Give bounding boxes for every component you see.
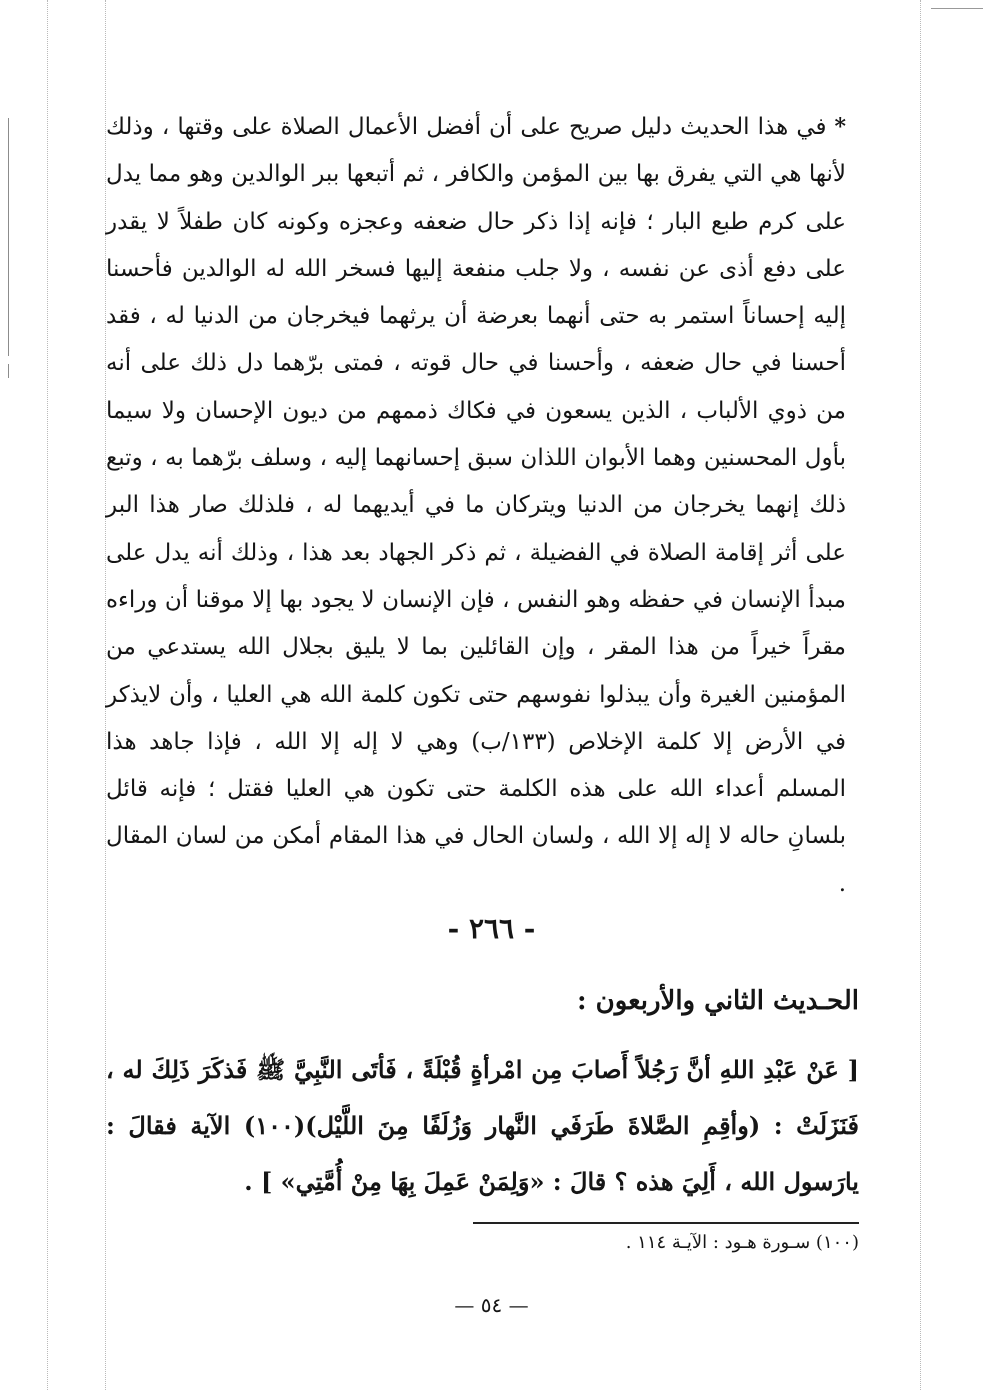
- scan-corner-mark: [931, 8, 983, 9]
- scan-margin-line: [920, 0, 921, 1390]
- hadith-heading: الحـديث الثاني والأربعون :: [576, 986, 859, 1016]
- footnote: (١٠٠) سـورة هـود : الآيـة ١١٤ .: [625, 1232, 859, 1253]
- commentary-text: في هذا الحديث دليل صريح على أن أفضل الأعمال الصلاة على وقتها ، وذلك لأنها هي التي يفرق بها بين المؤمن والكافر ، ثم أتبعها ببر الوالدين وهو مما يدل على كرم طبع البار ؛ فإنه إذا ذكر حال ضعفه وعجزه وكونه كان طفلاً لا يقدر على دفع أذى عن نفسه ، ولا جلب منفعة إليها فسخر الله له الوالدين فأحسنا إليه إحساناً استمر به حتى أنهما بعرضة أن يرثهما فيخرجان من الدنيا له ، فقد أحسنا في حال ضعفه ، وأحسنا في حال قوته ، فمتى برّهما دل ذلك على أنه من ذوي الألباب ، الذين يسعون في فكاك ذممهم من ديون الإحسان ولا سيما بأول المحسنين وهما الأبوان اللذان سبق إحسانهما إليه ، وسلف برّهما به ، وتبع ذلك إنهما يخرجان من الدنيا ويتركان ما في أيديهما له ، فلذلك صار هذا البر على أثر إقامة الصلاة في الفضيلة ، ثم ذكر الجهاد بعد هذا ، وذلك أنه يدل على مبدأ الإنسان في حفظه وهو النفس ، فإن الإنسان لا يجود بها إلا موقنا أن وراءه مقراً خيراً من هذا المقر ، وإن القائلين بما لا يليق بجلال الله يستدعي من المؤمنين الغيرة وأن يبذلوا نفوسهم حتى تكون كلمة الله هي العليا ، وأن لايذكر في الأرض إلا كلمة الإخلاص (١٣٣/ب) وهي لا إله إلا الله ، فإذا جاهد هذا المسلم أعداء الله على هذه الكلمة حتى تكون هي العليا فقتل ؛ فإنه قائل بلسانِ حاله لا إله إلا الله ، ولسان الحال في هذا المقام أمكن من لسان المقال .: [106, 114, 846, 897]
- commentary-paragraph: [106, 104, 846, 908]
- asterisk-marker: *: [834, 114, 846, 140]
- footnote-separator: [473, 1222, 859, 1224]
- scan-margin-line: [47, 0, 48, 1390]
- scan-edge-line: [8, 364, 9, 378]
- scan-edge-line: [8, 118, 9, 356]
- hadith-text: [ عَنْ عَبْدِ اللهِ أنَّ رَجُلاً أَصابَ مِن امْرأةٍ قُبْلَةً ، فَأتَى النَّبِيَّ ﷺ فَذكَرَ ذَلِكَ له ، فَنَزَلَتْ : (وأقِمِ الصَّلاةَ طَرَفَي النَّهار وَزُلَفًا مِنَ اللَّيْل)(١٠٠) الآية فقالَ : يارَسول الله ، أَلِيَ هذه ؟ قالَ : «وَلِمَنْ عَمِلَ بِهَا مِنْ أُمَّتِي» ] .: [106, 1055, 860, 1196]
- hadith-number: - ٢٦٦ -: [447, 912, 536, 945]
- page-number: — ٥٤ —: [454, 1293, 529, 1317]
